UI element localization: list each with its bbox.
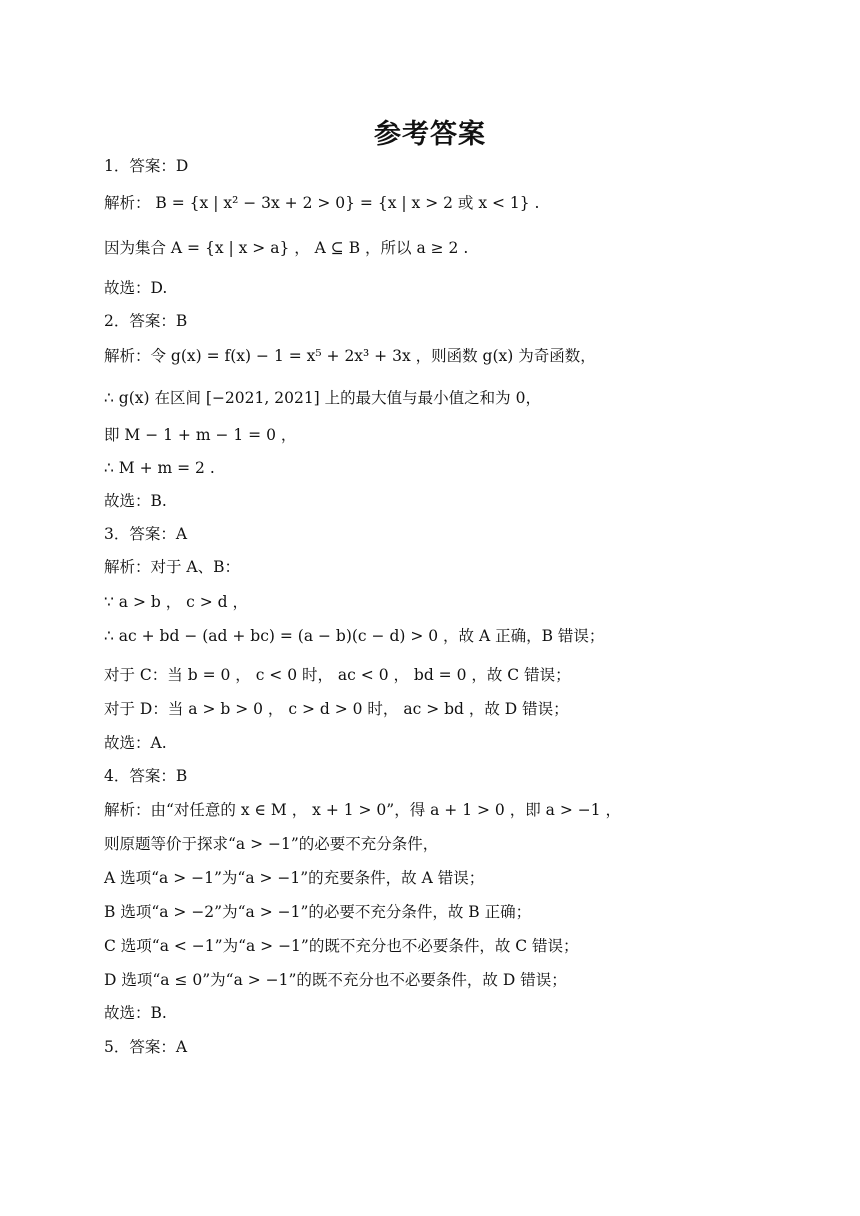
analysis-2-line-4: ∴ M + m = 2 .	[104, 459, 215, 477]
analysis-4-option-a: A 选项“a > −1”为“a > −1”的充要条件，故 A 错误；	[104, 869, 485, 887]
analysis-3-line-3: ∴ ac + bd − (ad + bc) = (a − b)(c − d) > 0 ，故 A 正确，B 错误；	[104, 627, 605, 645]
analysis-1-line-1: 解析： B = {x | x² − 3x + 2 > 0} = {x | x > 2 或 x < 1} .	[104, 194, 540, 212]
answer-4: 4．答案：B	[104, 767, 188, 785]
answer-5: 5．答案：A	[104, 1038, 188, 1056]
choice-4: 故选：B.	[104, 1004, 167, 1022]
analysis-3-line-1: 解析：对于 A、B：	[104, 558, 241, 576]
choice-2: 故选：B.	[104, 492, 167, 510]
analysis-4-option-b: B 选项“a > −2”为“a > −1”的必要不充分条件，故 B 正确；	[104, 903, 532, 921]
answer-3: 3．答案：A	[104, 525, 188, 543]
analysis-2-line-1: 解析：令 g(x) = f(x) − 1 = x⁵ + 2x³ + 3x ，则函数 g(x) 为奇函数，	[104, 347, 596, 365]
answer-1: 1．答案：D	[104, 157, 189, 175]
analysis-4-line-1: 解析：由“对任意的 x ∈ M ， x + 1 > 0”，得 a + 1 > 0 ，即 a > −1 ，	[104, 801, 622, 819]
analysis-3-line-2: ∵ a > b ， c > d ，	[104, 593, 249, 611]
analysis-4-option-d: D 选项“a ≤ 0”为“a > −1”的既不充分也不必要条件，故 D 错误；	[104, 971, 567, 989]
analysis-1-line-2: 因为集合 A = {x | x > a} ， A ⊆ B ，所以 a ≥ 2 .	[104, 239, 469, 257]
analysis-3-line-4: 对于 C：当 b = 0 ， c < 0 时， ac < 0 ， bd = 0 ，故 C 错误；	[104, 666, 571, 684]
analysis-2-line-3: 即 M − 1 + m − 1 = 0 ，	[104, 426, 297, 444]
choice-3: 故选：A.	[104, 734, 167, 752]
page-title: 参考答案	[374, 119, 486, 150]
analysis-3-line-5: 对于 D：当 a > b > 0 ， c > d > 0 时， ac > bd ，故 D 错误；	[104, 700, 569, 718]
analysis-2-line-2: ∴ g(x) 在区间 [−2021, 2021] 上的最大值与最小值之和为 0，	[104, 389, 541, 407]
analysis-4-line-2: 则原题等价于探求“a > −1”的必要不充分条件，	[104, 835, 439, 853]
answer-2: 2．答案：B	[104, 312, 188, 330]
choice-1: 故选：D.	[104, 279, 168, 297]
analysis-4-option-c: C 选项“a < −1”为“a > −1”的既不充分也不必要条件，故 C 错误；	[104, 937, 579, 955]
